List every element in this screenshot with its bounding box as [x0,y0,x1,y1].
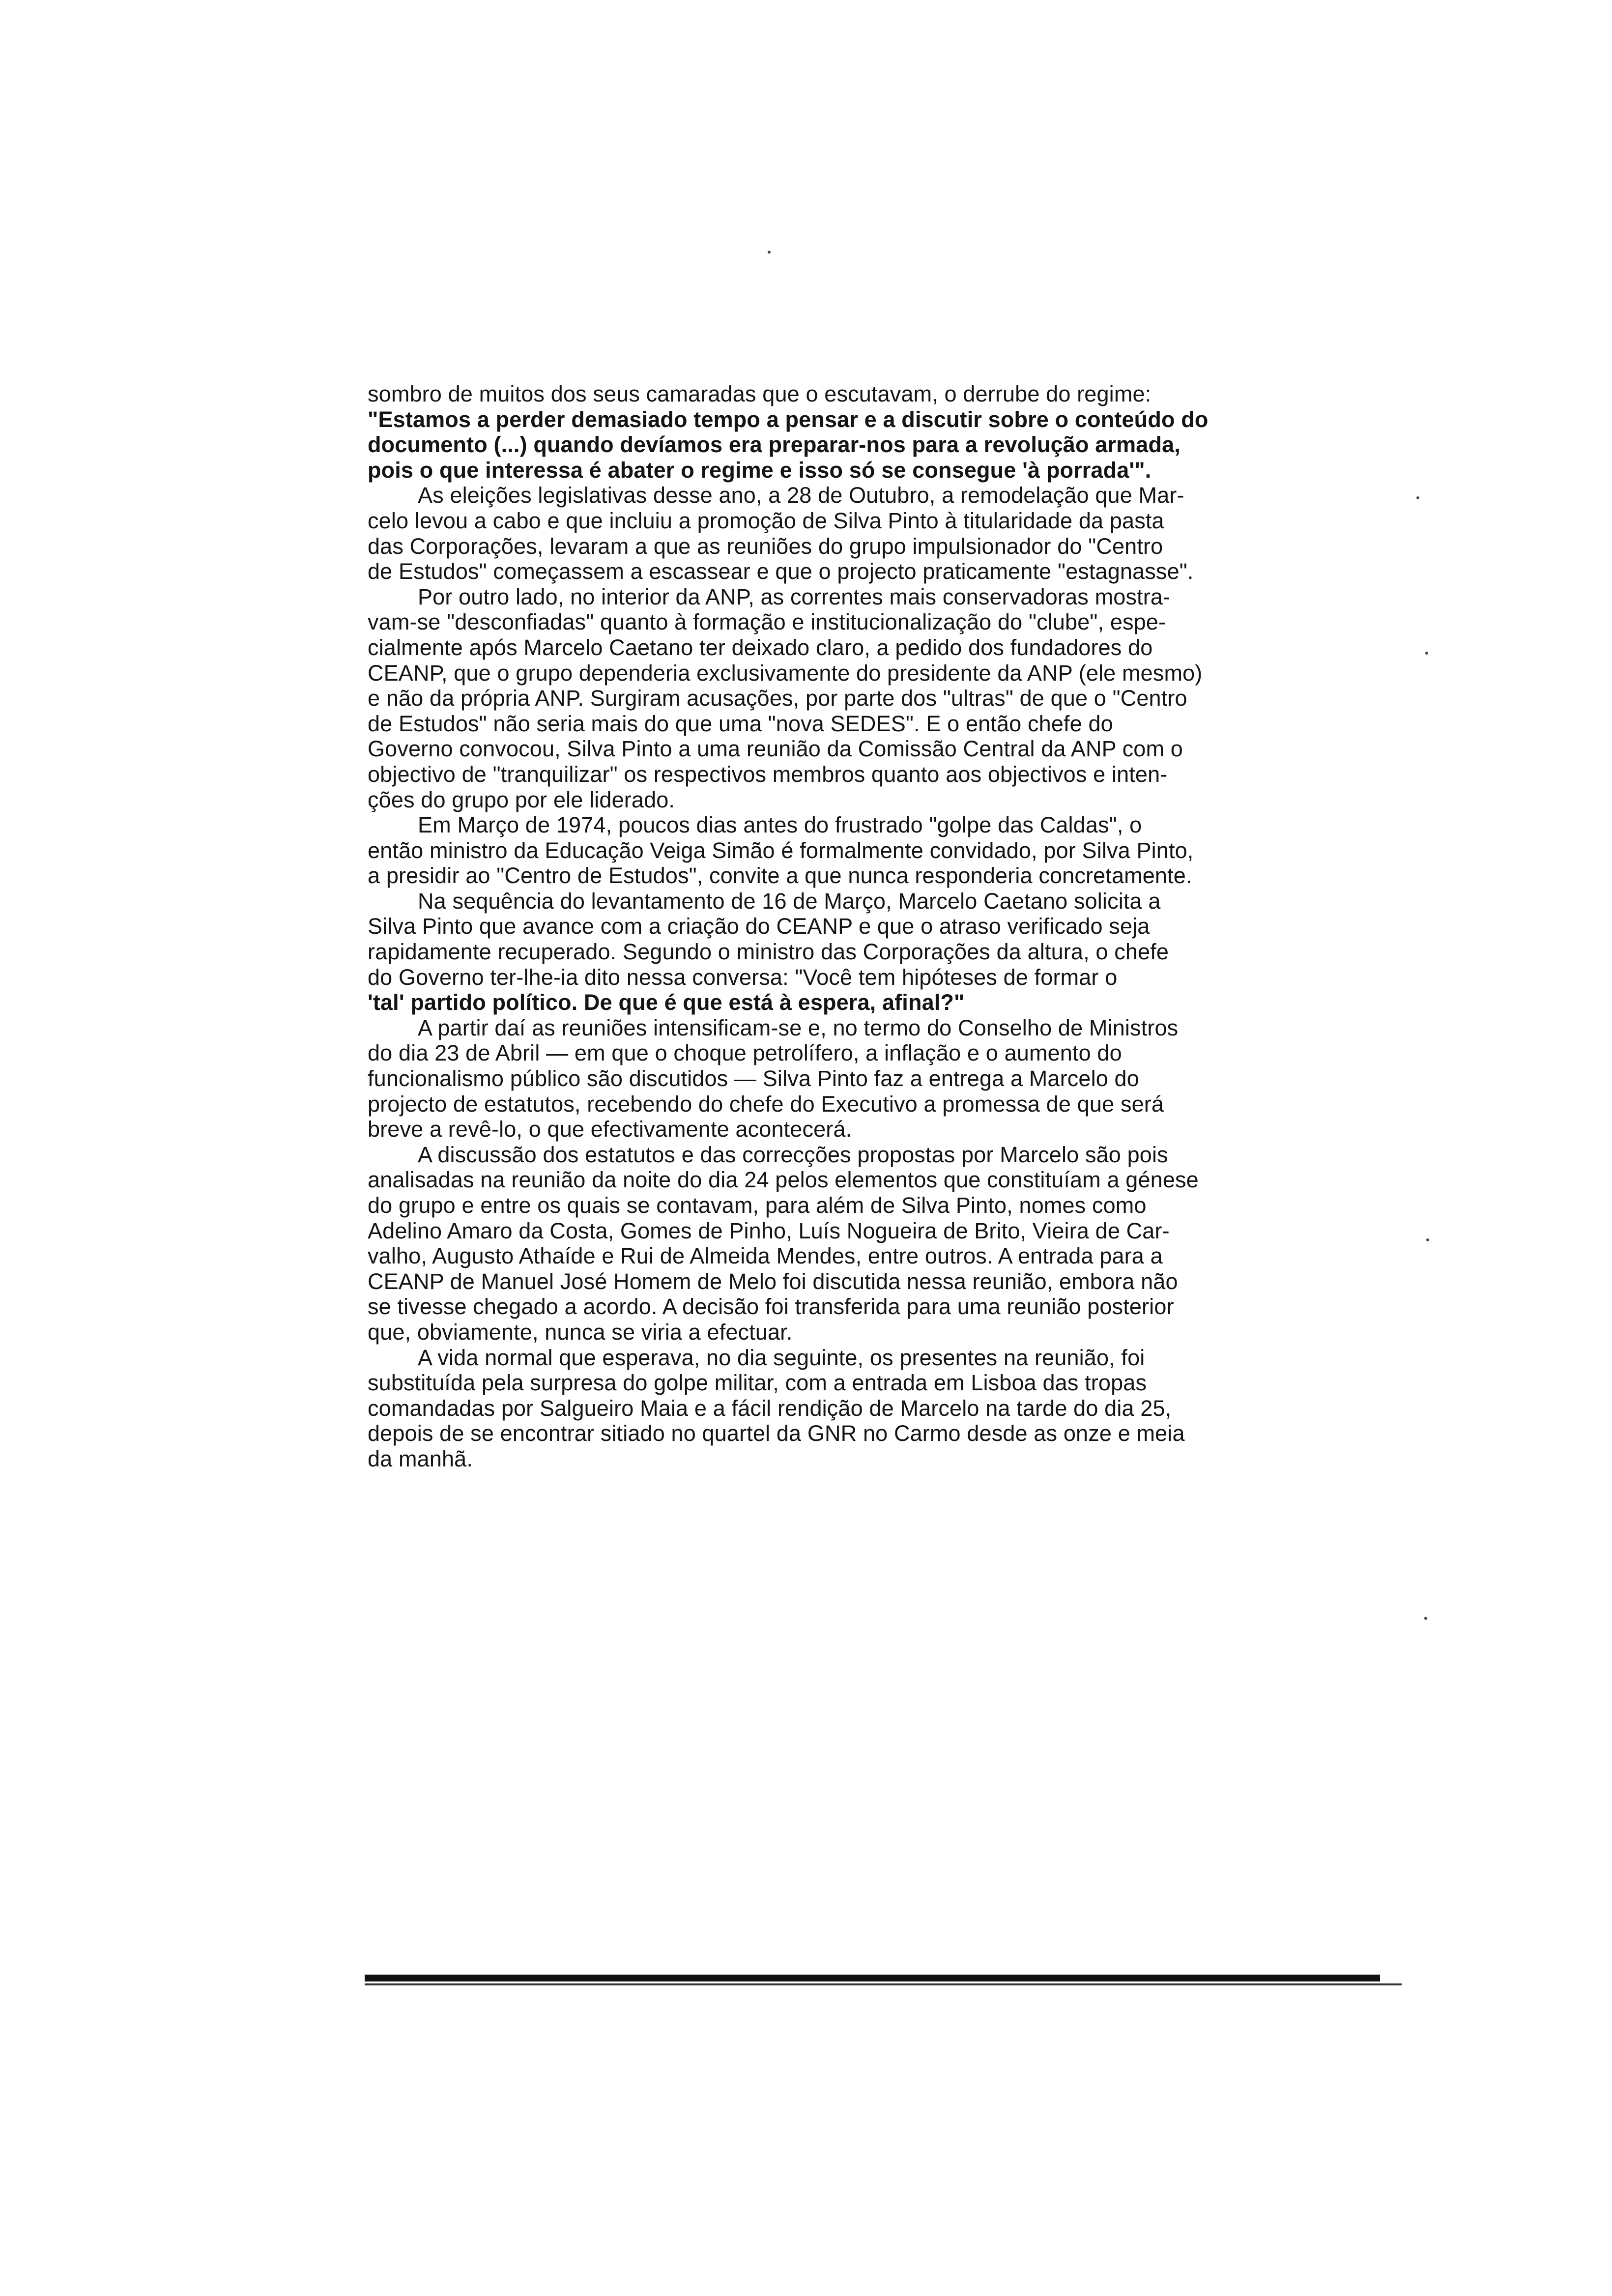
text-line: sombro de muitos dos seus camaradas que o escutavam, o derrube do regime: [368,381,1151,406]
text-line: documento (...) quando devíamos era preparar-nos para a revolução armada, [368,432,1180,458]
text-line: pois o que interessa é abater o regime e isso só se consegue 'à porrada'". [368,457,1151,483]
text-line: valho, Augusto Athaíde e Rui de Almeida Mendes, entre outros. A entrada para a [368,1243,1163,1269]
text-line: e não da própria ANP. Surgiram acusações, por parte dos "ultras" de que o "Centro [368,686,1187,711]
text-line: CEANP de Manuel José Homem de Melo foi discutida nessa reunião, embora não [368,1268,1178,1294]
text-line: Em Março de 1974, poucos dias antes do frustrado "golpe das Caldas", o [418,812,1142,838]
text-line: breve a revê-lo, o que efectivamente acontecerá. [368,1117,852,1142]
text-line: Por outro lado, no interior da ANP, as correntes mais conservadoras mostra- [418,584,1171,609]
text-line: objectivo de "tranquilizar" os respectivos membros quanto aos objectivos e inten- [368,761,1168,787]
text-line: Na sequência do levantamento de 16 de Março, Marcelo Caetano solicita a [418,888,1161,914]
scan-speck [1426,1238,1429,1241]
text-line: A vida normal que esperava, no dia seguinte, os presentes na reunião, foi [418,1345,1145,1370]
scan-speck [1416,496,1419,499]
text-line: Adelino Amaro da Costa, Gomes de Pinho, Luís Nogueira de Brito, Vieira de Car- [368,1218,1170,1243]
text-line: do dia 23 de Abril — em que o choque petrolífero, a inflação e o aumento do [368,1040,1122,1066]
text-line: do Governo ter-lhe-ia dito nessa conversa: "Você tem hipóteses de formar o [368,964,1118,990]
text-line: celo levou a cabo e que incluiu a promoção de Silva Pinto à titularidade da pasta [368,508,1164,533]
text-line: vam-se "desconfiadas" quanto à formação e institucionalização do "clube", espe- [368,609,1166,635]
text-line: então ministro da Educação Veiga Simão é formalmente convidado, por Silva Pinto, [368,837,1194,863]
article-text [368,381,1405,1472]
text-line: depois de se encontrar sitiado no quartel da GNR no Carmo desde as onze e meia [368,1421,1185,1446]
text-line: analisadas na reunião da noite do dia 24 pelos elementos que constituíam a génese [368,1167,1199,1193]
text-line: cialmente após Marcelo Caetano ter deixado claro, a pedido dos fundadores do [368,634,1153,660]
text-line: A discussão dos estatutos e das correcções propostas por Marcelo são pois [418,1142,1168,1167]
text-line: substituída pela surpresa do golpe militar, com a entrada em Lisboa das tropas [368,1370,1147,1396]
scan-speck [1424,1617,1427,1620]
text-line: funcionalismo público são discutidos — Silva Pinto faz a entrega a Marcelo do [368,1066,1139,1091]
text-line: de Estudos" não seria mais do que uma "nova SEDES". E o então chefe do [368,711,1113,736]
text-line: do grupo e entre os quais se contavam, para além de Silva Pinto, nomes como [368,1193,1147,1218]
text-line: de Estudos" começassem a escassear e que o projecto praticamente "estagnasse". [368,559,1194,584]
text-line: As eleições legislativas desse ano, a 28 de Outubro, a remodelação que Mar- [418,483,1184,508]
text-line: da manhã. [368,1446,473,1471]
text-line: CEANP, que o grupo dependeria exclusivamente do presidente da ANP (ele mesmo) [368,660,1203,686]
text-line: comandadas por Salgueiro Maia e a fácil rendição de Marcelo na tarde do dia 25, [368,1395,1172,1421]
text-line: se tivesse chegado a acordo. A decisão foi transferida para uma reunião posterior [368,1294,1174,1320]
text-line: "Estamos a perder demasiado tempo a pensar e a discutir sobre o conteúdo do [368,406,1209,432]
bottom-rule-thin [365,1983,1402,1985]
scan-speck [768,251,771,254]
text-line: 'tal' partido político. De que é que está à espera, afinal?" [368,990,965,1015]
text-line: a presidir ao "Centro de Estudos", convite a que nunca responderia concretamente. [368,863,1192,889]
text-line: projecto de estatutos, recebendo do chefe do Executivo a promessa de que será [368,1091,1164,1117]
text-line: que, obviamente, nunca se viria a efectuar. [368,1319,793,1345]
text-line: das Corporações, levaram a que as reuniões do grupo impulsionador do "Centro [368,533,1163,559]
text-line: Silva Pinto que avance com a criação do CEANP e que o atraso verificado seja [368,914,1150,939]
text-line: Governo convocou, Silva Pinto a uma reunião da Comissão Central da ANP com o [368,736,1183,762]
text-line: rapidamente recuperado. Segundo o ministro das Corporações da altura, o chefe [368,939,1169,965]
bottom-rule-thick [365,1975,1380,1981]
text-line: ções do grupo por ele liderado. [368,787,675,812]
text-line: A partir daí as reuniões intensificam-se e, no termo do Conselho de Ministros [418,1015,1179,1040]
scan-speck [1425,652,1428,655]
